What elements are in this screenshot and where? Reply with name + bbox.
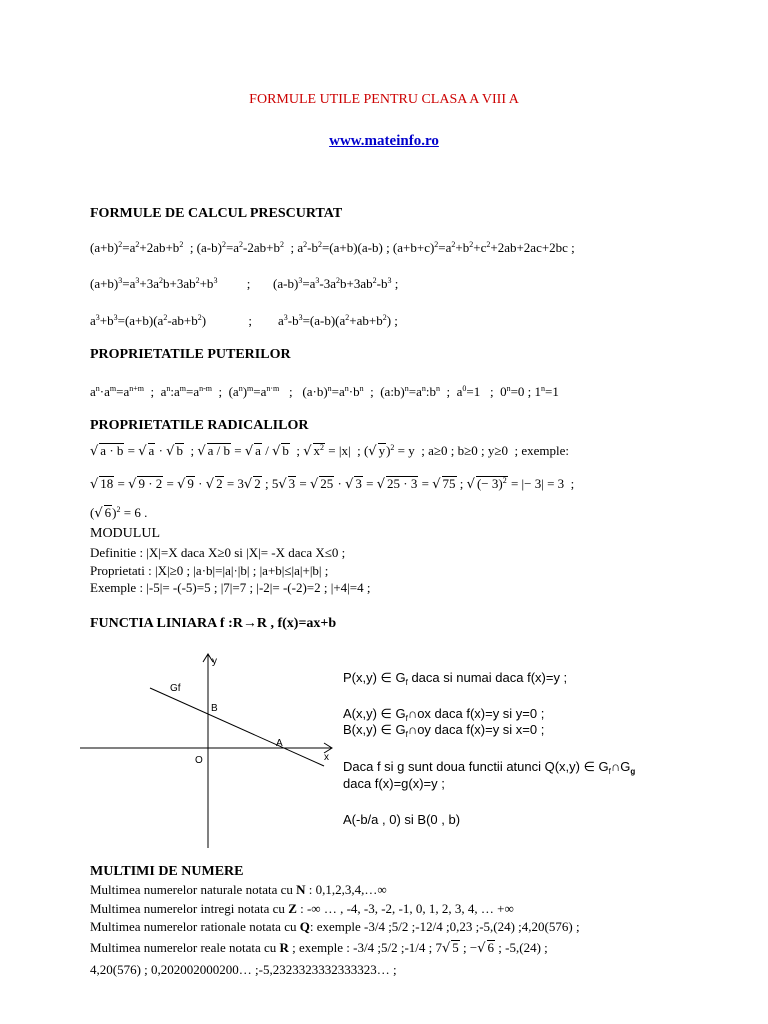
function-text-line-1: P(x,y) ∈ $G_f$ daca si numai daca f(x)=y ;: [343, 670, 568, 687]
function-text-line-2: A(x,y) ∈ $G_f\cap ox$ daca f(x)=y si y=0 ;: [343, 706, 545, 723]
site-link[interactable]: www.mateinfo.ro: [329, 133, 439, 149]
graph-label-a: A: [276, 738, 283, 749]
section-heading-calcul: FORMULE DE CALCUL PRESCURTAT: [90, 206, 343, 221]
page-title: FORMULE UTILE PENTRU CLASA A VIII A: [249, 92, 519, 107]
graph-label-y: y: [212, 656, 217, 667]
arrow-icon: →: [242, 616, 257, 631]
modulus-examples: Exemple : |-5|= -(-5)=5 ; |7|=7 ; |-2|= -(-2)=2 ; |+4|=4 ;: [90, 580, 371, 595]
function-line: [150, 688, 324, 766]
radicals-line-2: √ 18 = √ 9 · 2 = √ 9 · √ 2 = 3√ 2 ; 5√ 3 = √ 25 · √ 3 = √ 25 · 3 = √ 75 ; √ (− 3)$^2$ = |− 3| = 3 ;: [90, 476, 574, 492]
formula-line-2: $(a+b)^3=a^3+3a^2b+3ab^2+b^3$ ; $(a-b)^3=a^3-3a^2b+3ab^2-b^3$ ;: [90, 276, 399, 291]
function-text-line-5: daca f(x)=g(x)=y ;: [343, 776, 445, 791]
section-heading-multimi: MULTIMI DE NUMERE: [90, 864, 244, 879]
radicals-line-3: (√ 6)$^2$ = 6 .: [90, 505, 147, 521]
graph-label-b: B: [211, 703, 218, 714]
section-heading-modul: MODULUL: [90, 526, 160, 541]
set-rationals: Multimea numerelor rationale notata cu Q: exemple -3/4 ;5/2 ;-12/4 ;0,23 ;-5,(24) ;4,20(576) ;: [90, 919, 580, 934]
section-heading-puteri: PROPRIETATILE PUTERILOR: [90, 347, 291, 362]
modulus-definition: Definitie : |X|=X daca X≥0 si |X|= -X daca X≤0 ;: [90, 545, 346, 560]
function-text-line-6: A(-b/a , 0) si B(0 , b): [343, 812, 461, 827]
function-text-line-3: B(x,y) ∈ $G_f\cap oy$ daca f(x)=y si x=0 ;: [343, 722, 545, 739]
set-reals-examples: 4,20(576) ; 0,202002000200… ;-5,2323323332333323… ;: [90, 962, 397, 977]
linear-function-graph: [78, 650, 340, 850]
section-heading-radicali: PROPRIETATILE RADICALILOR: [90, 418, 309, 433]
function-text-line-4: Daca f si g sunt doua functii atunci Q(x,y) ∈ $G_f\cap G_g$: [343, 759, 636, 776]
graph-label-gf: Gf: [170, 683, 181, 694]
set-naturals: Multimea numerelor naturale notata cu N : 0,1,2,3,4,…∞: [90, 882, 387, 897]
graph-label-origin: O: [195, 755, 203, 766]
modulus-properties: Proprietati : |X|≥0 ; |a·b|=|a|·|b| ; |a+b|≤|a|+|b| ;: [90, 563, 329, 578]
section-heading-functie: FUNCTIA LINIARA f :R→R , f(x)=ax+b: [90, 616, 337, 631]
formula-line-1: $(a+b)^2=a^2+2ab+b^2$ ; $(a-b)^2=a^2-2ab+b^2$ ; $a^2-b^2=(a+b)(a-b)$ ; $(a+b+c)^2=a^2+b^2+c^2+2ab+2ac+2bc$ ;: [90, 240, 575, 255]
set-reals: Multimea numerelor reale notata cu R ; exemple : -3/4 ;5/2 ;-1/4 ; 7√ 5 ; −√ 6 ; -5,(24) ;: [90, 940, 548, 956]
formula-line-3: $a^3+b^3=(a+b)(a^2-ab+b^2)$ ; $a^3-b^3=(a-b)(a^2+ab+b^2)$ ;: [90, 313, 398, 328]
graph-label-x: x: [324, 752, 329, 763]
powers-line: $a^n\cdot a^m=a^{n+m}$ ; $a^n:a^m=a^{n-m}$ ; $(a^n)^m=a^{n\cdot m}$ ; $(a\cdot b)^n=a^n\cdot b^n$ ; $(a:b)^n=a^n:b^n$ ; $a^0=1$ ; $0^n=0$ ; $1^n=1$: [90, 384, 559, 399]
radicals-line-1: √ a · b = √ a · √ b ; √ a / b = √ a / √ b ; √ $x^2 = |x|$ ; (√ y)$^2$ = y ; a≥0 ; b≥0 ; y≥0 ; exemple:: [90, 443, 569, 459]
set-integers: Multimea numerelor intregi notata cu Z : -∞ … , -4, -3, -2, -1, 0, 1, 2, 3, 4, … +∞: [90, 901, 514, 916]
